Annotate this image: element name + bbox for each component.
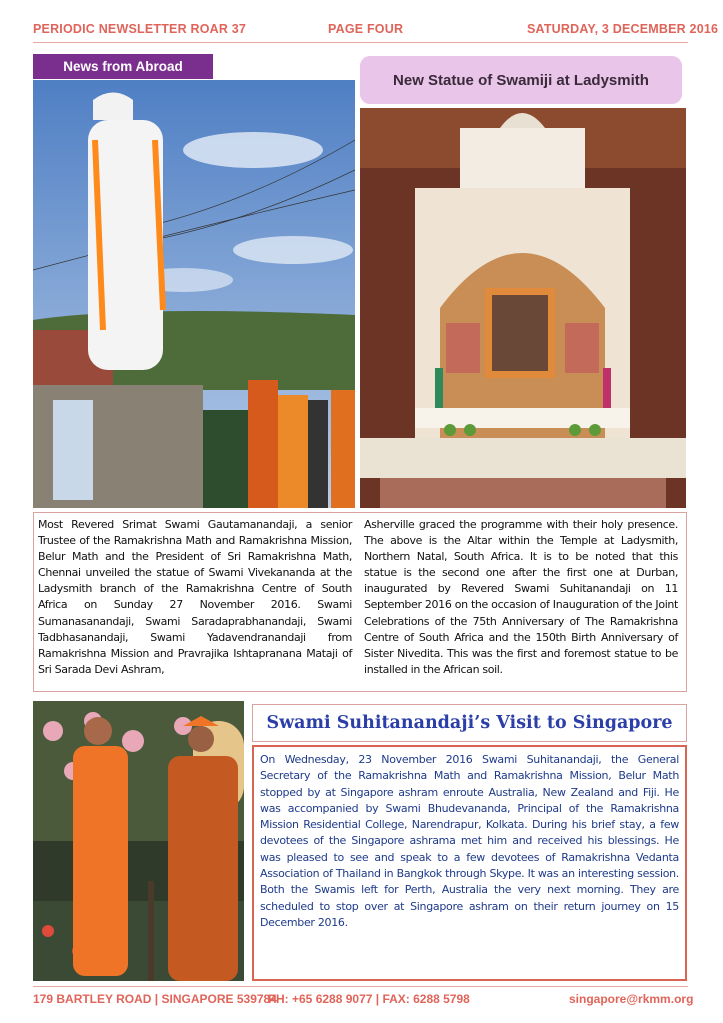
footer-email-link[interactable]: singapore@rkmm.org bbox=[569, 992, 694, 1006]
footer-address: 179 BARTLEY ROAD | SINGAPORE 539784 bbox=[33, 992, 277, 1006]
visit-article-box bbox=[252, 745, 687, 981]
statue-article-column-2: Asherville graced the programme with their holy presence. The above is the Altar within the Temple at Ladysmith, Northern Natal, South Africa. It is to be noted that this statue is the second one after the first one at Durban, inaugurated by Revered Swami Suhitanandaji on 11 September 2016 on the occasion of Inauguration of the Joint Celebrations of the 75th Anniversary of The Ramakrishna Centre of South Africa and the 150th Birth Anniversary of Sister Nivedita. This was the first and foremost statue to be installed in the African soil. bbox=[364, 518, 678, 676]
header-date: SATURDAY, 3 DECEMBER 2016 bbox=[527, 22, 719, 36]
altar-photo bbox=[360, 108, 686, 508]
visit-article-text: On Wednesday, 23 November 2016 Swami Suhitanandaji, the General Secretary of the Ramakrishna Math and Ramakrishna Mission, Belur Math stopped by at Singapore ashram enroute Australia, New Zealand and Fiji. He was accompanied by Swami Bhudevananda, Principal of the Ramakrishna Mission Residential College, Narendrapur, Kolkata. During his brief stay, a few devotees of the Singapore ashrama met him and received his blessings. He was pleased to see and speak to a few devotees of Ramakrishna Vedanta Association of Thailand in Bangkok through Skype. It was an interesting session. Both the Swamis left for Perth, Australia the very next morning. They are scheduled to stop over at Singapore ashram on their return journey on 15 December 2016. bbox=[260, 753, 679, 929]
footer-divider bbox=[33, 986, 688, 987]
statue-title: New Statue of Swamiji at Ladysmith bbox=[360, 56, 682, 104]
statue-unveiling-photo bbox=[33, 80, 355, 508]
section-label: News from Abroad bbox=[33, 54, 213, 79]
header-page-number: PAGE FOUR bbox=[328, 22, 404, 36]
statue-article-column-1: Most Revered Srimat Swami Gautamanandaji, a senior Trustee of the Ramakrishna Math and Ramakrishna Mission, Belur Math and the President of Sri Ramakrishna Math, Chennai unveiled the statue of Swami Vivekananda at the Ladysmith branch of the Ramakrishna Centre of South Africa on Sunday 27 November 2016. Swami Sumanasanandaji, Swami Saradaprabhanandaji, Swami Tadbhasanandaji, Swami Yadavendranandaji from Ramakrishna Mission and Pravrajika Ishtapranana Mataji of Sri Sarada Devi Ashram, bbox=[38, 518, 352, 676]
header-newsletter-title: PERIODIC NEWSLETTER ROAR 37 bbox=[33, 22, 247, 36]
header-divider bbox=[33, 42, 688, 43]
footer-phone: PH: +65 6288 9077 | FAX: 6288 5798 bbox=[268, 992, 470, 1006]
swamis-singapore-photo bbox=[33, 701, 244, 981]
visit-title: Swami Suhitanandaji’s Visit to Singapore bbox=[252, 704, 687, 742]
